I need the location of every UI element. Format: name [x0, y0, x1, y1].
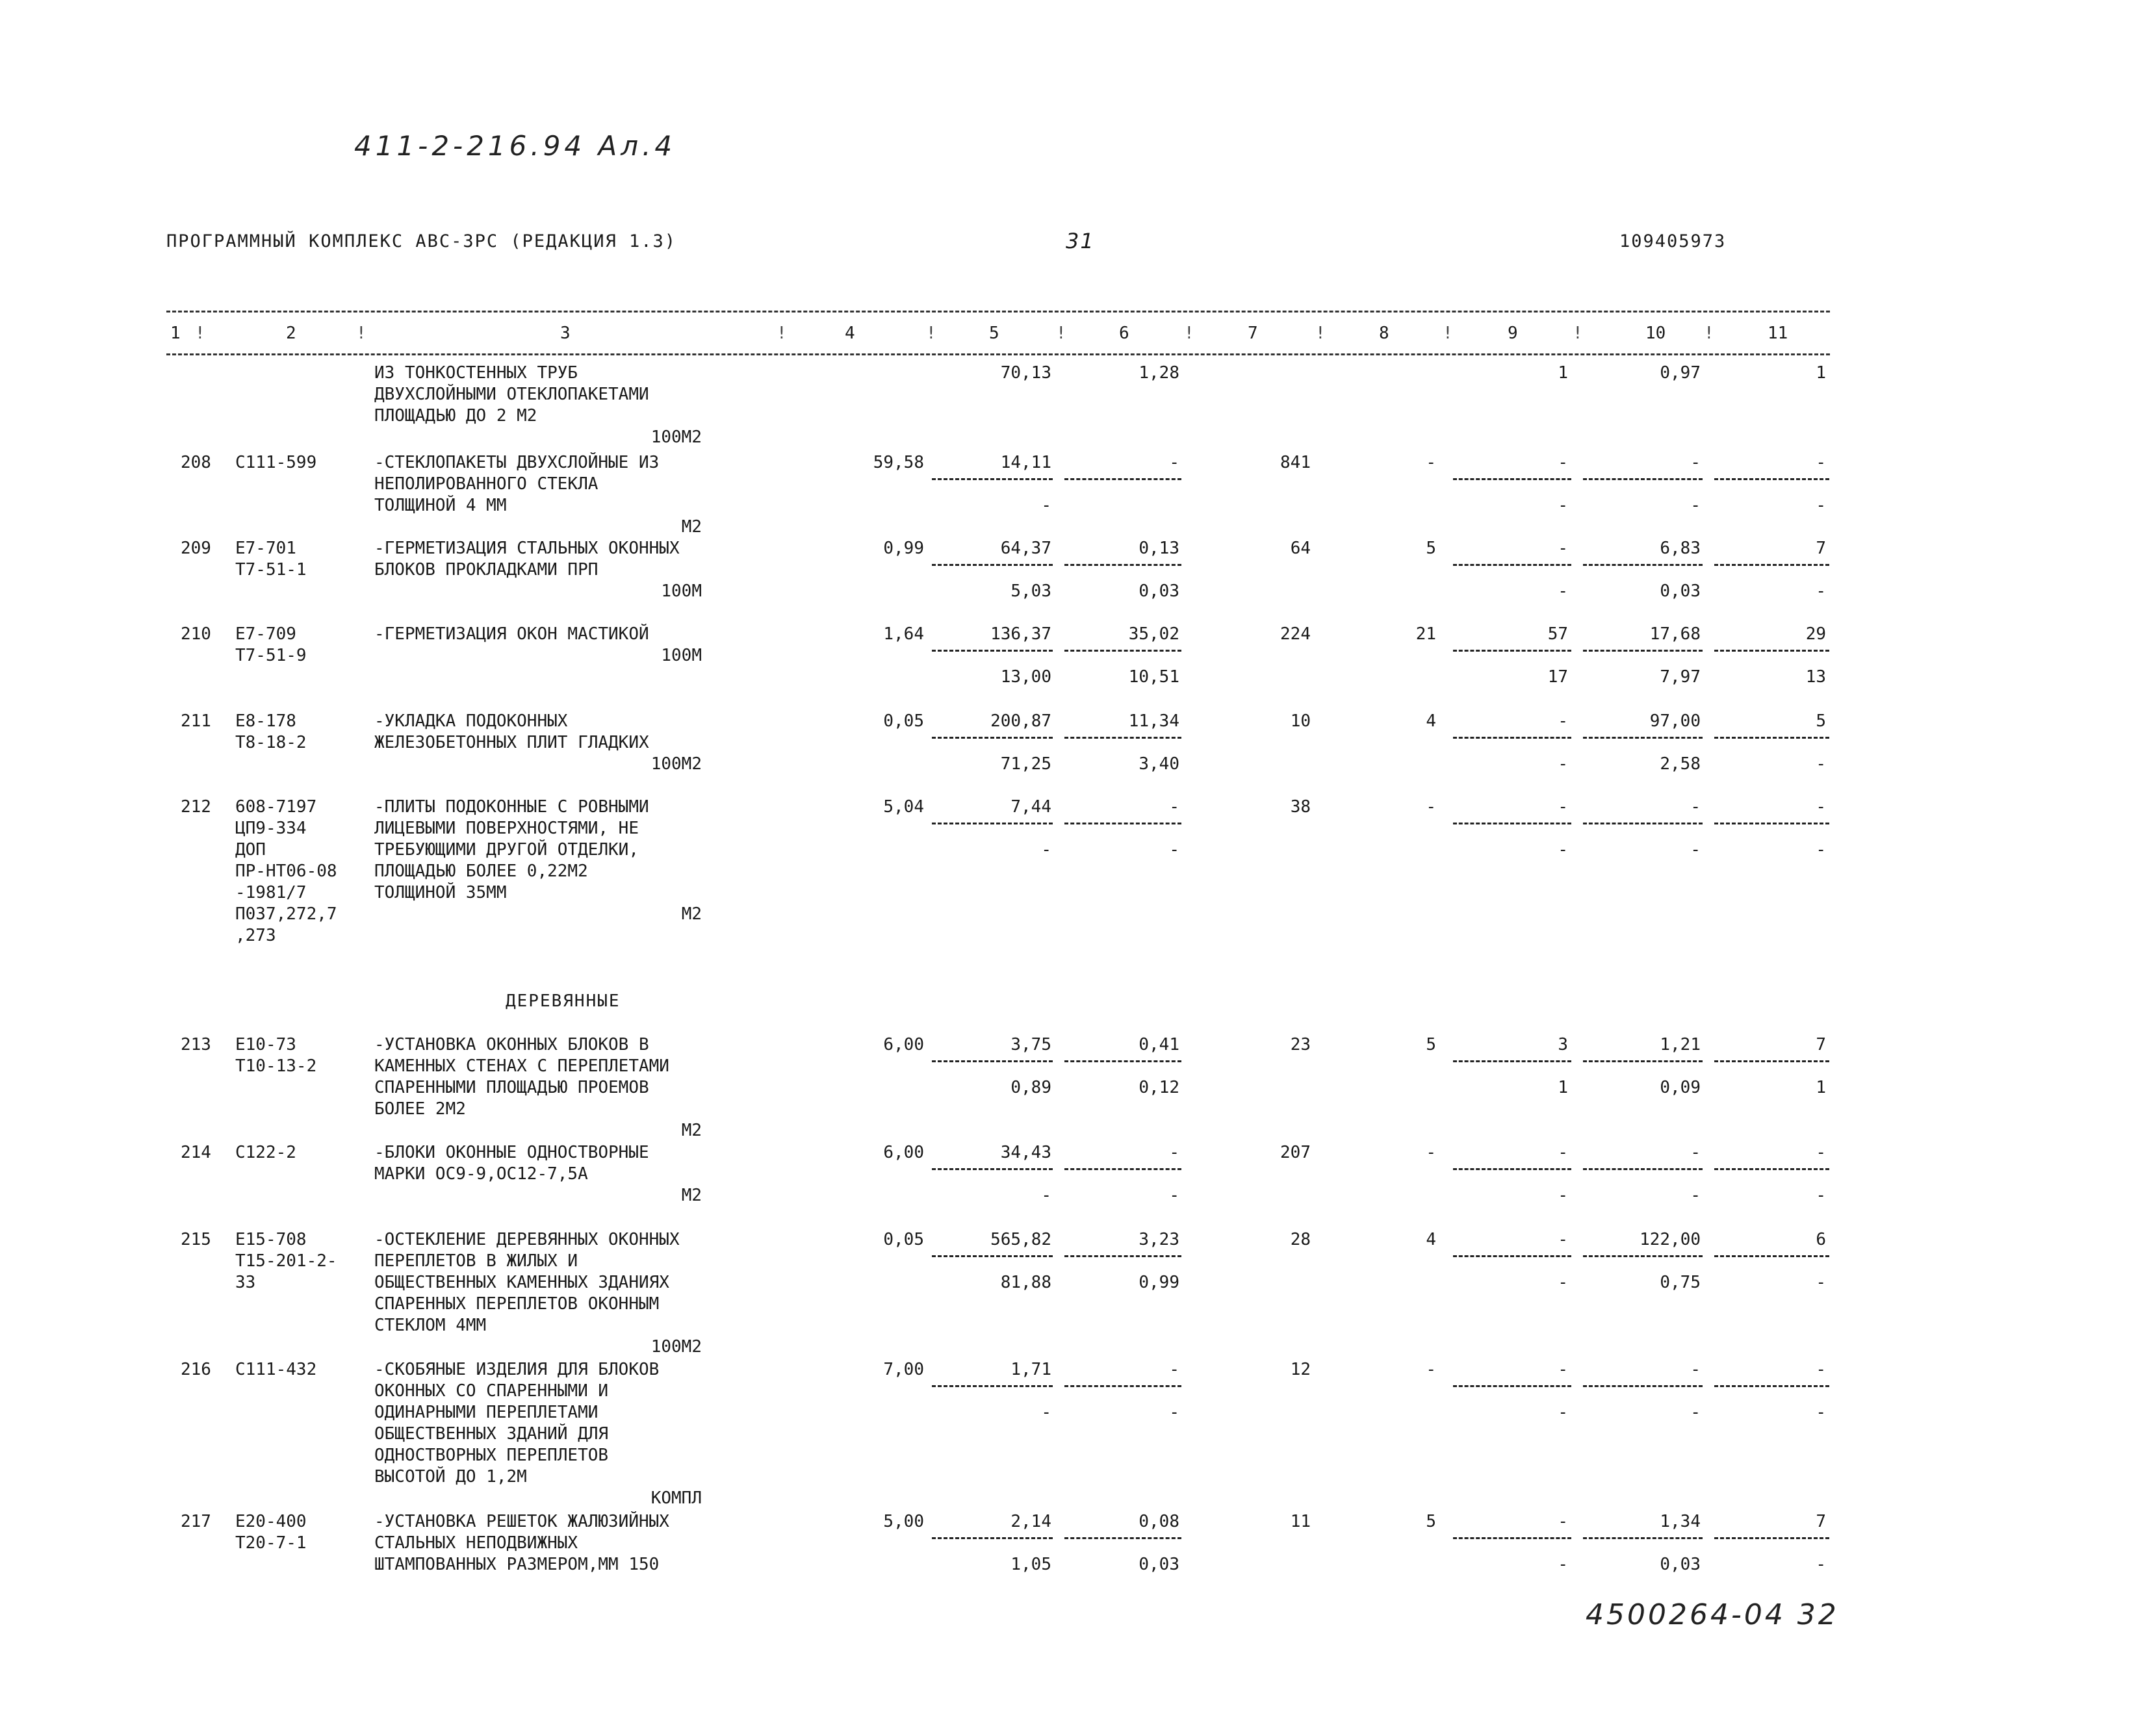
value-c4: 6,00: [883, 1035, 924, 1054]
value-b10: 0,03: [1660, 1555, 1701, 1574]
value-c6: -: [1169, 797, 1179, 817]
value-c10: -: [1690, 797, 1701, 817]
value-divider-line: [1453, 478, 1571, 480]
value-c9: -: [1558, 1512, 1568, 1531]
value-c8: 4: [1426, 1230, 1436, 1249]
value-c9: -: [1558, 1143, 1568, 1162]
value-c10: 17,68: [1649, 624, 1701, 644]
unit-of-measure: 100М: [661, 646, 702, 665]
value-b6: -: [1169, 840, 1179, 860]
value-c8: -: [1426, 453, 1436, 472]
item-description-line: ВЫСОТОЙ ДО 1,2М: [374, 1467, 527, 1487]
value-b6: 0,12: [1139, 1078, 1179, 1097]
unit-of-measure: М2: [681, 1121, 702, 1140]
value-c10: 6,83: [1660, 539, 1701, 558]
unit-of-measure: М2: [681, 904, 702, 924]
value-divider-line: [1714, 650, 1829, 652]
value-c5: 34,43: [1000, 1143, 1051, 1162]
value-divider-line: [1714, 1537, 1829, 1539]
item-description-line: -УСТАНОВКА ОКОННЫХ БЛОКОВ В: [374, 1035, 649, 1054]
value-b6: 0,03: [1139, 581, 1179, 601]
value-b5: 13,00: [1000, 667, 1051, 687]
value-b5: -: [1041, 496, 1051, 515]
item-description-line: -ГЕРМЕТИЗАЦИЯ СТАЛЬНЫХ ОКОННЫХ: [374, 539, 680, 558]
value-divider-line: [1714, 823, 1829, 824]
row-number: 214: [181, 1143, 211, 1162]
value-c4: 59,58: [873, 453, 924, 472]
norm-code: С122-2: [235, 1143, 296, 1162]
value-c11: 7: [1816, 539, 1826, 558]
value-c11: 6: [1816, 1230, 1826, 1249]
value-c9: 3: [1558, 1035, 1568, 1054]
row-number: 213: [181, 1035, 211, 1054]
row-number: 211: [181, 711, 211, 731]
column-separator: !: [1443, 324, 1453, 343]
value-b9: -: [1558, 1403, 1568, 1422]
document-id: 109405973: [1619, 231, 1727, 251]
value-divider-line: [1583, 650, 1703, 652]
unit-of-measure: М2: [681, 1186, 702, 1205]
column-number: 3: [560, 324, 571, 343]
value-c5: 200,87: [990, 711, 1051, 731]
value-b5: -: [1041, 840, 1051, 860]
value-divider-line: [1714, 564, 1829, 566]
value-c9: -: [1558, 797, 1568, 817]
item-description-line: НЕПОЛИРОВАННОГО СТЕКЛА: [374, 474, 598, 494]
item-description-line: КАМЕННЫХ СТЕНАХ С ПЕРЕПЛЕТАМИ: [374, 1056, 669, 1076]
value-c9: 57: [1547, 624, 1568, 644]
value-b5: 1,05: [1010, 1555, 1051, 1574]
unit-of-measure: КОМПЛ: [650, 1488, 702, 1508]
value-b10: -: [1690, 1403, 1701, 1422]
item-description-line: -УСТАНОВКА РЕШЕТОК ЖАЛЮЗИЙНЫХ: [374, 1512, 669, 1531]
page-number: 31: [1066, 229, 1095, 253]
value-c5: 1,71: [1010, 1360, 1051, 1379]
value-b11: -: [1816, 581, 1826, 601]
value-b10: 0,75: [1660, 1273, 1701, 1292]
value-b11: -: [1816, 496, 1826, 515]
norm-code: Т20-7-1: [235, 1533, 307, 1553]
value-divider-line: [1453, 1537, 1571, 1539]
norm-code: Т7-51-1: [235, 560, 307, 580]
unit-of-measure: 100М: [661, 581, 702, 601]
item-description-line: -БЛОКИ ОКОННЫЕ ОДНОСТВОРНЫЕ: [374, 1143, 649, 1162]
item-description-line: ДВУХСЛОЙНЫМИ ОТЕКЛОПАКЕТАМИ: [374, 385, 649, 404]
value-c11: 7: [1816, 1035, 1826, 1054]
row-number: 217: [181, 1512, 211, 1531]
value-divider-line: [1453, 823, 1571, 824]
value-c4: 0,05: [883, 1230, 924, 1249]
column-separator: !: [1704, 324, 1714, 343]
item-description-line: ИЗ ТОНКОСТЕННЫХ ТРУБ: [374, 363, 578, 383]
item-description-line: ТРЕБУЮЩИМИ ДРУГОЙ ОТДЕЛКИ,: [374, 840, 639, 860]
value-c8: -: [1426, 1360, 1436, 1379]
value-b6: 3,40: [1139, 754, 1179, 774]
item-description-line: -ГЕРМЕТИЗАЦИЯ ОКОН МАСТИКОЙ: [374, 624, 649, 644]
value-b10: -: [1690, 1186, 1701, 1205]
column-number: 10: [1645, 324, 1666, 343]
item-description-line: -СКОБЯНЫЕ ИЗДЕЛИЯ ДЛЯ БЛОКОВ: [374, 1360, 660, 1379]
value-c8: 5: [1426, 1512, 1436, 1531]
item-description-line: СПАРЕННЫМИ ПЛОЩАДЬЮ ПРОЕМОВ: [374, 1078, 649, 1097]
value-b9: -: [1558, 496, 1568, 515]
column-separator: !: [1315, 324, 1326, 343]
item-description-line: ШТАМПОВАННЫХ РАЗМЕРОМ,ММ 150: [374, 1555, 660, 1574]
value-c10: 122,00: [1640, 1230, 1701, 1249]
value-b5: 5,03: [1010, 581, 1051, 601]
value-divider-line: [1583, 737, 1703, 739]
value-c9: 1: [1558, 363, 1568, 383]
table-header-rule: [166, 353, 1830, 355]
value-c4: 7,00: [883, 1360, 924, 1379]
value-divider-line: [1064, 823, 1181, 824]
value-c5: 3,75: [1010, 1035, 1051, 1054]
row-number: 208: [181, 453, 211, 472]
value-b9: -: [1558, 1186, 1568, 1205]
value-c6: 11,34: [1128, 711, 1179, 731]
column-number: 2: [286, 324, 296, 343]
value-b9: 17: [1547, 667, 1568, 687]
item-description-line: СТАЛЬНЫХ НЕПОДВИЖНЫХ: [374, 1533, 578, 1553]
value-c6: 0,08: [1139, 1512, 1179, 1531]
value-divider-line: [1064, 650, 1181, 652]
value-c11: -: [1816, 1360, 1826, 1379]
value-divider-line: [932, 478, 1053, 480]
value-c7: 11: [1290, 1512, 1311, 1531]
value-b9: -: [1558, 1555, 1568, 1574]
value-c4: 5,00: [883, 1512, 924, 1531]
value-c4: 5,04: [883, 797, 924, 817]
value-b6: 10,51: [1128, 667, 1179, 687]
column-number: 5: [989, 324, 999, 343]
value-b5: -: [1041, 1403, 1051, 1422]
norm-code: Е10-73: [235, 1035, 296, 1054]
item-description-line: ТОЛЩИНОЙ 4 ММ: [374, 496, 507, 515]
program-title: ПРОГРАММНЫЙ КОМПЛЕКС АВС-3РС (РЕДАКЦИЯ 1.3): [166, 231, 676, 251]
value-c11: 5: [1816, 711, 1826, 731]
value-b11: 1: [1816, 1078, 1826, 1097]
value-c9: -: [1558, 711, 1568, 731]
value-divider-line: [1453, 737, 1571, 739]
value-c10: -: [1690, 1360, 1701, 1379]
column-number: 11: [1768, 324, 1788, 343]
value-c9: -: [1558, 1230, 1568, 1249]
value-b11: -: [1816, 754, 1826, 774]
value-divider-line: [932, 564, 1053, 566]
value-b10: 0,03: [1660, 581, 1701, 601]
item-description-line: СПАРЕННЫХ ПЕРЕПЛЕТОВ ОКОННЫМ: [374, 1294, 660, 1314]
value-b5: 81,88: [1000, 1273, 1051, 1292]
item-description-line: -ПЛИТЫ ПОДОКОННЫЕ С РОВНЫМИ: [374, 797, 649, 817]
value-c11: -: [1816, 453, 1826, 472]
value-c6: 0,41: [1139, 1035, 1179, 1054]
value-divider-line: [932, 1060, 1053, 1062]
item-description-line: ТОЛЩИНОЙ 35ММ: [374, 883, 507, 902]
value-divider-line: [1583, 823, 1703, 824]
value-b9: -: [1558, 1273, 1568, 1292]
value-divider-line: [1714, 1385, 1829, 1387]
value-divider-line: [932, 1255, 1053, 1257]
item-description-line: БЛОКОВ ПРОКЛАДКАМИ ПРП: [374, 560, 598, 580]
value-divider-line: [1714, 478, 1829, 480]
value-c6: -: [1169, 453, 1179, 472]
norm-code: -1981/7: [235, 883, 307, 902]
value-b10: 7,97: [1660, 667, 1701, 687]
unit-of-measure: 100М2: [650, 428, 702, 447]
value-divider-line: [932, 1537, 1053, 1539]
value-c11: 29: [1805, 624, 1826, 644]
value-c5: 2,14: [1010, 1512, 1051, 1531]
value-c4: 0,05: [883, 711, 924, 731]
item-description-line: -УКЛАДКА ПОДОКОННЫХ: [374, 711, 568, 731]
value-b9: -: [1558, 754, 1568, 774]
norm-code: ДОП: [235, 840, 266, 860]
row-number: 215: [181, 1230, 211, 1249]
value-c7: 224: [1280, 624, 1311, 644]
value-divider-line: [1064, 737, 1181, 739]
value-c11: 1: [1816, 363, 1826, 383]
value-divider-line: [1453, 650, 1571, 652]
value-c6: -: [1169, 1143, 1179, 1162]
value-divider-line: [932, 823, 1053, 824]
value-divider-line: [1064, 1060, 1181, 1062]
item-description-line: ЛИЦЕВЫМИ ПОВЕРХНОСТЯМИ, НЕ: [374, 819, 639, 838]
value-divider-line: [1453, 1060, 1571, 1062]
value-divider-line: [1714, 737, 1829, 739]
value-c5: 14,11: [1000, 453, 1051, 472]
row-number: 209: [181, 539, 211, 558]
column-separator: !: [1184, 324, 1194, 343]
row-number: 212: [181, 797, 211, 817]
value-c4: 0,99: [883, 539, 924, 558]
norm-code: Т15-201-2-: [235, 1251, 337, 1271]
value-divider-line: [1453, 1385, 1571, 1387]
column-number: 6: [1119, 324, 1129, 343]
value-c10: 1,34: [1660, 1512, 1701, 1531]
value-c4: 1,64: [883, 624, 924, 644]
value-divider-line: [1583, 1060, 1703, 1062]
value-divider-line: [1064, 1255, 1181, 1257]
value-c8: 21: [1415, 624, 1436, 644]
value-c9: -: [1558, 1360, 1568, 1379]
unit-of-measure: 100М2: [650, 1337, 702, 1357]
value-divider-line: [1064, 564, 1181, 566]
value-c5: 136,37: [990, 624, 1051, 644]
item-description-line: ОКОННЫХ СО СПАРЕННЫМИ И: [374, 1381, 609, 1401]
value-b6: -: [1169, 1403, 1179, 1422]
value-b9: -: [1558, 840, 1568, 860]
value-b9: 1: [1558, 1078, 1568, 1097]
norm-code: 33: [235, 1273, 256, 1292]
value-c6: -: [1169, 1360, 1179, 1379]
value-c4: 6,00: [883, 1143, 924, 1162]
value-divider-line: [1583, 1255, 1703, 1257]
value-c6: 1,28: [1139, 363, 1179, 383]
value-c6: 35,02: [1128, 624, 1179, 644]
value-c8: -: [1426, 797, 1436, 817]
norm-code: 608-7197: [235, 797, 317, 817]
value-b10: -: [1690, 496, 1701, 515]
value-c8: 5: [1426, 1035, 1436, 1054]
norm-code: Е20-400: [235, 1512, 307, 1531]
value-divider-line: [1583, 1168, 1703, 1170]
value-b9: -: [1558, 581, 1568, 601]
value-b10: 2,58: [1660, 754, 1701, 774]
value-divider-line: [1583, 478, 1703, 480]
value-b11: -: [1816, 1186, 1826, 1205]
value-b10: 0,09: [1660, 1078, 1701, 1097]
value-c5: 64,37: [1000, 539, 1051, 558]
item-description-line: ОДНОСТВОРНЫХ ПЕРЕПЛЕТОВ: [374, 1446, 609, 1465]
item-description-line: ОБЩЕСТВЕННЫХ КАМЕННЫХ ЗДАНИЯХ: [374, 1273, 669, 1292]
value-divider-line: [1064, 1537, 1181, 1539]
section-title: ДЕРЕВЯННЫЕ: [506, 991, 621, 1011]
value-c7: 12: [1290, 1360, 1311, 1379]
column-separator: !: [1056, 324, 1066, 343]
norm-code: Т8-18-2: [235, 733, 307, 752]
value-c10: -: [1690, 1143, 1701, 1162]
value-c6: 0,13: [1139, 539, 1179, 558]
item-description-line: СТЕКЛОМ 4ММ: [374, 1316, 487, 1335]
value-b11: -: [1816, 1273, 1826, 1292]
item-description-line: БОЛЕЕ 2М2: [374, 1099, 466, 1119]
value-c5: 70,13: [1000, 363, 1051, 383]
value-b11: -: [1816, 840, 1826, 860]
value-b5: -: [1041, 1186, 1051, 1205]
value-divider-line: [932, 737, 1053, 739]
column-separator: !: [1573, 324, 1583, 343]
document-code: 411-2-216.94 Ал.4: [354, 130, 676, 162]
value-c8: 5: [1426, 539, 1436, 558]
value-c7: 207: [1280, 1143, 1311, 1162]
norm-code: С111-599: [235, 453, 317, 472]
norm-code: ПР-НТ06-08: [235, 862, 337, 881]
value-divider-line: [932, 1385, 1053, 1387]
value-c7: 38: [1290, 797, 1311, 817]
value-b6: 0,99: [1139, 1273, 1179, 1292]
value-c5: 565,82: [990, 1230, 1051, 1249]
value-divider-line: [1453, 1168, 1571, 1170]
value-b11: -: [1816, 1555, 1826, 1574]
norm-code: Е7-709: [235, 624, 296, 644]
norm-code: Т7-51-9: [235, 646, 307, 665]
column-number: 1: [170, 324, 181, 343]
norm-code: ЦП9-334: [235, 819, 307, 838]
item-description-line: ЖЕЛЕЗОБЕТОННЫХ ПЛИТ ГЛАДКИХ: [374, 733, 649, 752]
value-c11: 7: [1816, 1512, 1826, 1531]
table-top-rule: [166, 311, 1830, 313]
value-c7: 23: [1290, 1035, 1311, 1054]
row-number: 210: [181, 624, 211, 644]
value-c9: -: [1558, 453, 1568, 472]
value-b5: 71,25: [1000, 754, 1051, 774]
column-number: 4: [845, 324, 855, 343]
value-divider-line: [1453, 564, 1571, 566]
value-b10: -: [1690, 840, 1701, 860]
value-b6: 0,03: [1139, 1555, 1179, 1574]
value-c10: 0,97: [1660, 363, 1701, 383]
norm-code: ,273: [235, 926, 276, 945]
value-divider-line: [932, 1168, 1053, 1170]
value-b6: -: [1169, 1186, 1179, 1205]
value-c10: -: [1690, 453, 1701, 472]
value-b11: -: [1816, 1403, 1826, 1422]
column-separator: !: [356, 324, 367, 343]
value-divider-line: [1064, 1385, 1181, 1387]
norm-code: С111-432: [235, 1360, 317, 1379]
item-description-line: -ОСТЕКЛЕНИЕ ДЕРЕВЯННЫХ ОКОННЫХ: [374, 1230, 680, 1249]
value-c7: 28: [1290, 1230, 1311, 1249]
norm-code: Е7-701: [235, 539, 296, 558]
item-description-line: -СТЕКЛОПАКЕТЫ ДВУХСЛОЙНЫЕ ИЗ: [374, 453, 660, 472]
value-c11: -: [1816, 1143, 1826, 1162]
value-divider-line: [1453, 1255, 1571, 1257]
value-divider-line: [932, 650, 1053, 652]
item-description-line: МАРКИ ОС9-9,ОС12-7,5А: [374, 1164, 588, 1184]
value-c9: -: [1558, 539, 1568, 558]
value-divider-line: [1583, 1385, 1703, 1387]
item-description-line: ПЛОЩАДЬЮ ДО 2 М2: [374, 406, 537, 426]
column-separator: !: [926, 324, 936, 343]
value-c8: 4: [1426, 711, 1436, 731]
value-c11: -: [1816, 797, 1826, 817]
column-separator: !: [195, 324, 205, 343]
value-c6: 3,23: [1139, 1230, 1179, 1249]
value-divider-line: [1714, 1060, 1829, 1062]
column-number: 7: [1248, 324, 1258, 343]
column-number: 8: [1379, 324, 1389, 343]
value-c7: 64: [1290, 539, 1311, 558]
item-description-line: ОБЩЕСТВЕННЫХ ЗДАНИЙ ДЛЯ: [374, 1424, 609, 1444]
item-description-line: ПЕРЕПЛЕТОВ В ЖИЛЫХ И: [374, 1251, 578, 1271]
value-divider-line: [1714, 1168, 1829, 1170]
value-divider-line: [1064, 478, 1181, 480]
value-c10: 1,21: [1660, 1035, 1701, 1054]
norm-code: П037,272,7: [235, 904, 337, 924]
item-description-line: ОДИНАРНЫМИ ПЕРЕПЛЕТАМИ: [374, 1403, 598, 1422]
value-divider-line: [1714, 1255, 1829, 1257]
value-divider-line: [1583, 564, 1703, 566]
value-c8: -: [1426, 1143, 1436, 1162]
row-number: 216: [181, 1360, 211, 1379]
handwritten-sheet-number: 4500264-04 32: [1586, 1598, 1839, 1631]
value-c7: 841: [1280, 453, 1311, 472]
norm-code: Т10-13-2: [235, 1056, 317, 1076]
value-divider-line: [1583, 1537, 1703, 1539]
value-divider-line: [1064, 1168, 1181, 1170]
unit-of-measure: 100М2: [650, 754, 702, 774]
value-c10: 97,00: [1649, 711, 1701, 731]
value-b11: 13: [1805, 667, 1826, 687]
column-separator: !: [777, 324, 787, 343]
value-b5: 0,89: [1010, 1078, 1051, 1097]
item-description-line: ПЛОЩАДЬЮ БОЛЕЕ 0,22М2: [374, 862, 588, 881]
norm-code: Е8-178: [235, 711, 296, 731]
value-c5: 7,44: [1010, 797, 1051, 817]
norm-code: Е15-708: [235, 1230, 307, 1249]
column-number: 9: [1508, 324, 1518, 343]
value-c7: 10: [1290, 711, 1311, 731]
unit-of-measure: М2: [681, 517, 702, 537]
